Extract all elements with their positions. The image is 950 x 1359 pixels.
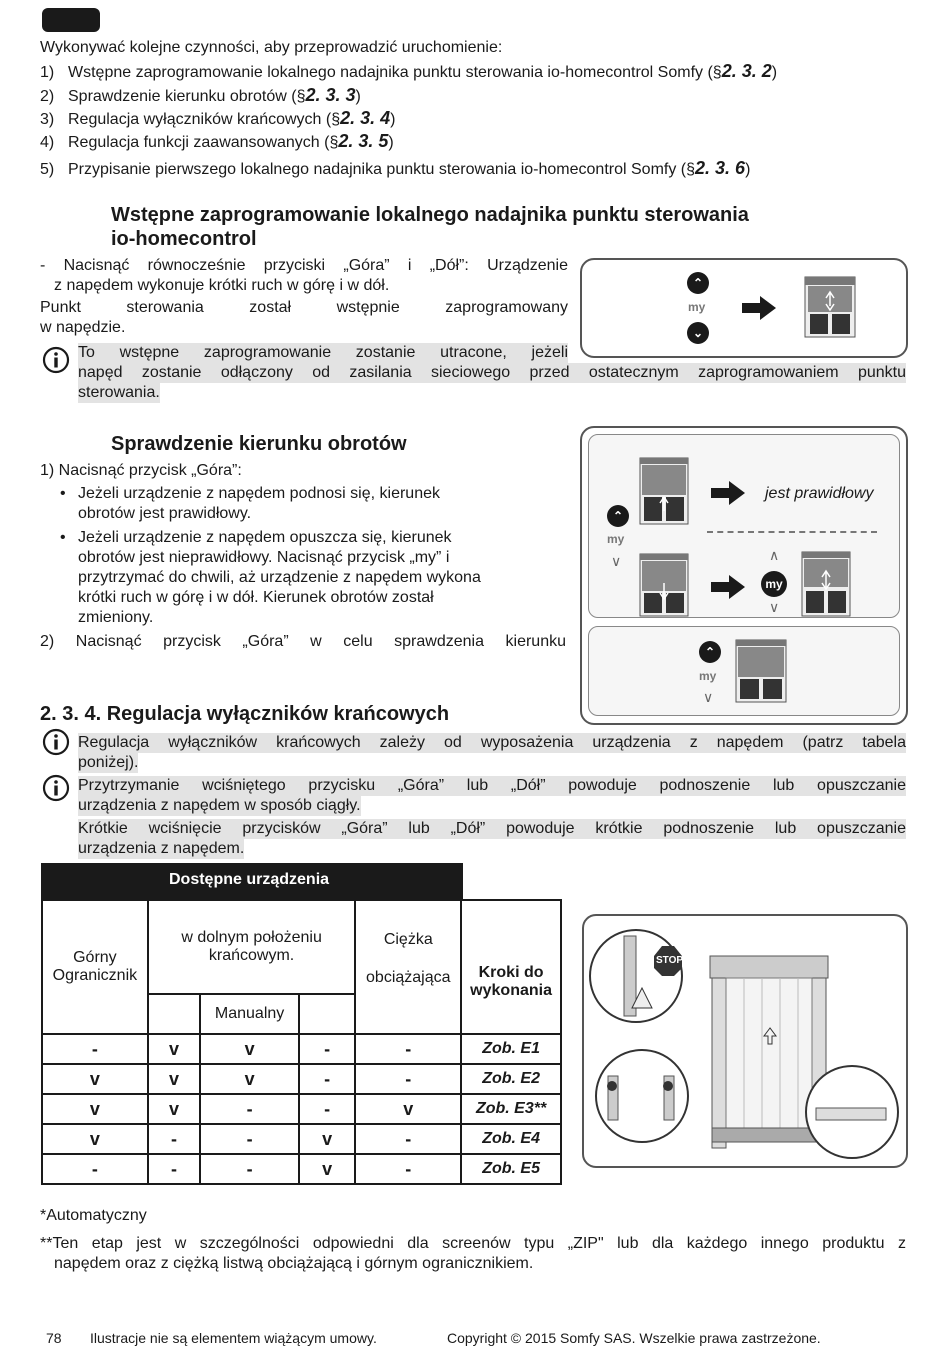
dir-b2-line1: Jeżeli urządzenie z napędem opuszcza się, kierunek bbox=[78, 529, 452, 546]
table-cell: v bbox=[42, 1124, 148, 1154]
blind-down-icon bbox=[639, 553, 689, 617]
table-row bbox=[42, 1124, 561, 1154]
step-close: ) bbox=[771, 64, 778, 81]
down-button-icon: ⌄ bbox=[687, 322, 709, 344]
table-cell: - bbox=[355, 1064, 461, 1094]
table-cell: - bbox=[200, 1154, 299, 1184]
dir-b1-line2: obrotów jest prawidłowy. bbox=[78, 505, 252, 522]
down-chevron-icon: ∨ bbox=[703, 689, 714, 705]
table-cell: v bbox=[355, 1094, 461, 1124]
page-number: 78 bbox=[46, 1330, 62, 1346]
divider bbox=[707, 531, 877, 533]
limits-note3-line2: urządzenia z napędem. bbox=[78, 840, 245, 857]
table-cell-step: Zob. E1 bbox=[461, 1034, 561, 1064]
step-text: Regulacja funkcji zaawansowanych (§ bbox=[68, 134, 339, 151]
table-cell: - bbox=[355, 1124, 461, 1154]
step-text: Regulacja wyłączników krańcowych (§ bbox=[68, 111, 341, 128]
col-header-dolny bbox=[148, 900, 356, 994]
col-gorny-line1: Górny bbox=[73, 949, 117, 966]
stop-label: STOP bbox=[656, 955, 684, 966]
dir-b2-line3: przytrzymać do chwili, aż urządzenie z napędem wykona bbox=[78, 569, 481, 586]
table-cell: - bbox=[299, 1034, 355, 1064]
table-cell: v bbox=[148, 1064, 201, 1094]
bullet-icon: • bbox=[60, 485, 66, 502]
col-header-gorny bbox=[42, 900, 148, 1034]
footnote-2-line2: napędem oraz z ciężką listwą obciążającą i górnym ogranicznikiem. bbox=[54, 1255, 534, 1272]
arrow-right-icon bbox=[711, 481, 745, 505]
footnote-1: *Automatyczny bbox=[40, 1207, 147, 1224]
up-chevron-icon: ∧ bbox=[769, 547, 780, 563]
prog-para2-line2: w napędzie. bbox=[40, 319, 126, 336]
col-kroki-line2: wykonania bbox=[470, 982, 552, 999]
table-row bbox=[42, 1034, 561, 1064]
arrow-right-icon bbox=[711, 575, 745, 599]
intro-lead: Wykonywać kolejne czynności, aby przeprowadzić uruchomienie: bbox=[40, 39, 503, 56]
my-label: my bbox=[699, 669, 717, 683]
table-row bbox=[42, 1154, 561, 1184]
table-row bbox=[42, 1094, 561, 1124]
table-cell-step: Zob. E2 bbox=[461, 1064, 561, 1094]
section-prog-title-1: Wstępne zaprogramowanie lokalnego nadajnika punktu sterowania bbox=[111, 204, 749, 226]
table-cell: v bbox=[148, 1094, 201, 1124]
table-row bbox=[42, 1064, 561, 1094]
intro-step bbox=[40, 85, 361, 107]
step-number: 4) bbox=[40, 134, 55, 151]
dir-step2: 2) Nacisnąć przycisk „Góra” w celu sprawdzenia kierunku bbox=[40, 633, 566, 650]
intro-step bbox=[40, 108, 395, 130]
step-text: Wstępne zaprogramowanie lokalnego nadajnika punktu sterowania io-homecontrol Somfy (§ bbox=[68, 64, 722, 81]
bullet-icon: • bbox=[60, 529, 66, 546]
table-cell: v bbox=[148, 1034, 201, 1064]
col-kroki-line1: Kroki do bbox=[478, 964, 544, 981]
my-button-icon: my bbox=[761, 571, 787, 597]
table-cell-step: Zob. E4 bbox=[461, 1124, 561, 1154]
col-dolny-line1: w dolnym położeniu bbox=[181, 929, 322, 946]
down-chevron-icon: ∨ bbox=[611, 553, 622, 569]
step-section-ref: 2. 3. 5 bbox=[338, 131, 389, 151]
prog-figure bbox=[580, 258, 908, 358]
footer-disclaimer: Ilustracje nie są elementem wiążącym umowy. bbox=[90, 1330, 377, 1346]
dir-figure bbox=[580, 426, 908, 725]
table-cell: - bbox=[200, 1124, 299, 1154]
step-section-ref: 2. 3. 2 bbox=[721, 61, 772, 81]
blind-updown-icon bbox=[804, 276, 856, 338]
prog-note-line1: To wstępne zaprogramowanie zostanie utracone, jeżeli bbox=[78, 344, 568, 361]
table-cell-step: Zob. E5 bbox=[461, 1154, 561, 1184]
table-cell: - bbox=[148, 1154, 201, 1184]
info-icon bbox=[42, 774, 70, 802]
footer-copyright: Copyright © 2015 Somfy SAS. Wszelkie prawa zastrzeżone. bbox=[447, 1330, 821, 1346]
prog-note-line2: napęd zostanie odłączony od zasilania sieciowego przed ostatecznym zaprogramowaniem punktu bbox=[78, 364, 906, 381]
dir-b2-line5: zmieniony. bbox=[78, 609, 154, 626]
table-cell: - bbox=[299, 1094, 355, 1124]
blind-up-icon bbox=[639, 457, 689, 525]
up-button-icon: ⌃ bbox=[607, 505, 629, 527]
intro-step bbox=[40, 158, 750, 180]
table-cell: v bbox=[42, 1064, 148, 1094]
prog-note-line3: sterowania. bbox=[78, 384, 160, 401]
limits-figure bbox=[582, 914, 908, 1168]
my-label: my bbox=[688, 300, 706, 314]
prog-para1-line2: z napędem wykonuje krótki ruch w górę i w dół. bbox=[54, 277, 390, 294]
col-header-manual: Manualny bbox=[200, 994, 299, 1034]
table-cell: v bbox=[42, 1094, 148, 1124]
step-close: ) bbox=[390, 111, 396, 128]
section-limits-title: 2. 3. 4. Regulacja wyłączników krańcowych bbox=[40, 703, 450, 725]
step-section-ref: 2. 3. 3 bbox=[305, 85, 356, 105]
screen-installation-illustration bbox=[584, 916, 906, 1166]
col-header-blank bbox=[299, 994, 355, 1034]
footnote-2-line1: **Ten etap jest w szczególności odpowiedni dla screenów typu „ZIP" lub dla każdego innego produktu z bbox=[40, 1235, 906, 1252]
blind-icon bbox=[735, 639, 787, 703]
up-button-icon: ⌃ bbox=[699, 641, 721, 663]
col-dolny-line2: krańcowym. bbox=[208, 947, 295, 964]
intro-step bbox=[40, 61, 777, 83]
up-button-icon: ⌃ bbox=[687, 272, 709, 294]
step-section-ref: 2. 3. 4 bbox=[340, 108, 391, 128]
language-badge bbox=[42, 8, 100, 32]
arrow-right-icon bbox=[742, 296, 776, 320]
step-number: 2) bbox=[40, 88, 55, 105]
step-section-ref: 2. 3. 6 bbox=[695, 158, 746, 178]
dir-step1: 1) Nacisnąć przycisk „Góra”: bbox=[40, 462, 242, 479]
equipment-table bbox=[41, 899, 562, 1185]
limits-note3-line1: Krótkie wciśnięcie przycisków „Góra” lub „Dół” powoduje krótkie podnoszenie lub opuszczanie bbox=[78, 820, 906, 837]
step-close: ) bbox=[388, 134, 394, 151]
table-body bbox=[42, 1034, 561, 1184]
dir-b1-line1: Jeżeli urządzenie z napędem podnosi się, kierunek bbox=[78, 485, 440, 502]
table-cell: v bbox=[299, 1124, 355, 1154]
col-header-ciezka bbox=[355, 900, 461, 1034]
table-cell: - bbox=[355, 1034, 461, 1064]
step-number: 1) bbox=[40, 64, 55, 81]
section-dir-title: Sprawdzenie kierunku obrotów bbox=[111, 433, 407, 455]
table-cell: v bbox=[200, 1064, 299, 1094]
prog-para2-line1: Punkt sterowania został wstępnie zaprogramowany bbox=[40, 299, 568, 316]
limits-note1-line2: poniżej). bbox=[78, 754, 139, 771]
table-cell: - bbox=[355, 1154, 461, 1184]
table-cell: - bbox=[200, 1094, 299, 1124]
my-label: my bbox=[607, 532, 625, 546]
blind-updown-icon bbox=[801, 551, 851, 617]
dir-b2-line2: obrotów jest nieprawidłowy. Nacisnąć przycisk „my” i bbox=[78, 549, 450, 566]
col-header-kroki bbox=[461, 900, 561, 1034]
col-gorny-line2: Ogranicznik bbox=[52, 967, 138, 984]
dir-subpanel-bottom bbox=[588, 626, 900, 716]
table-header: Dostępne urządzenia bbox=[169, 871, 330, 888]
col-ciezka-line2: obciążająca bbox=[366, 969, 451, 986]
info-icon bbox=[42, 728, 70, 756]
down-chevron-icon: ∨ bbox=[769, 599, 780, 615]
table-cell: v bbox=[200, 1034, 299, 1064]
limits-note2-line2: urządzenia z napędem w sposób ciągły. bbox=[78, 797, 361, 814]
table-cell: - bbox=[42, 1034, 148, 1064]
dir-subpanel-top bbox=[588, 434, 900, 618]
table-cell: v bbox=[299, 1154, 355, 1184]
limits-note1-line1: Regulacja wyłączników krańcowych zależy od wyposażenia urządzenia z napędem (patrz tabela bbox=[78, 734, 906, 751]
table-cell: - bbox=[299, 1064, 355, 1094]
step-close: ) bbox=[355, 88, 361, 105]
col-ciezka-line1: Ciężka bbox=[383, 931, 433, 948]
dir-b2-line4: krótki ruch w górę i w dół. Kierunek obrotów został bbox=[78, 589, 434, 606]
table-cell-step: Zob. E3** bbox=[461, 1094, 561, 1124]
col-header-blank bbox=[148, 994, 201, 1034]
table-cell: - bbox=[148, 1124, 201, 1154]
step-text: Przypisanie pierwszego lokalnego nadajnika punktu sterowania io-homecontrol Somfy (§ bbox=[68, 161, 696, 178]
table-cell: - bbox=[42, 1154, 148, 1184]
limits-note2-line1: Przytrzymanie wciśniętego przycisku „Góra” lub „Dół” powoduje podnoszenie lub opuszczanie bbox=[78, 777, 906, 794]
step-close: ) bbox=[745, 161, 751, 178]
intro-step bbox=[40, 131, 394, 153]
step-text: Sprawdzenie kierunku obrotów (§ bbox=[68, 88, 306, 105]
step-number: 5) bbox=[40, 161, 55, 178]
info-icon bbox=[42, 346, 70, 374]
correct-label: jest prawidłowy bbox=[765, 485, 874, 502]
step-number: 3) bbox=[40, 111, 55, 128]
section-prog-title-2: io-homecontrol bbox=[111, 228, 257, 250]
table-header-bar bbox=[41, 863, 463, 899]
prog-para1-line1: - Nacisnąć równocześnie przyciski „Góra” i „Dół”: Urządzenie bbox=[40, 257, 568, 274]
